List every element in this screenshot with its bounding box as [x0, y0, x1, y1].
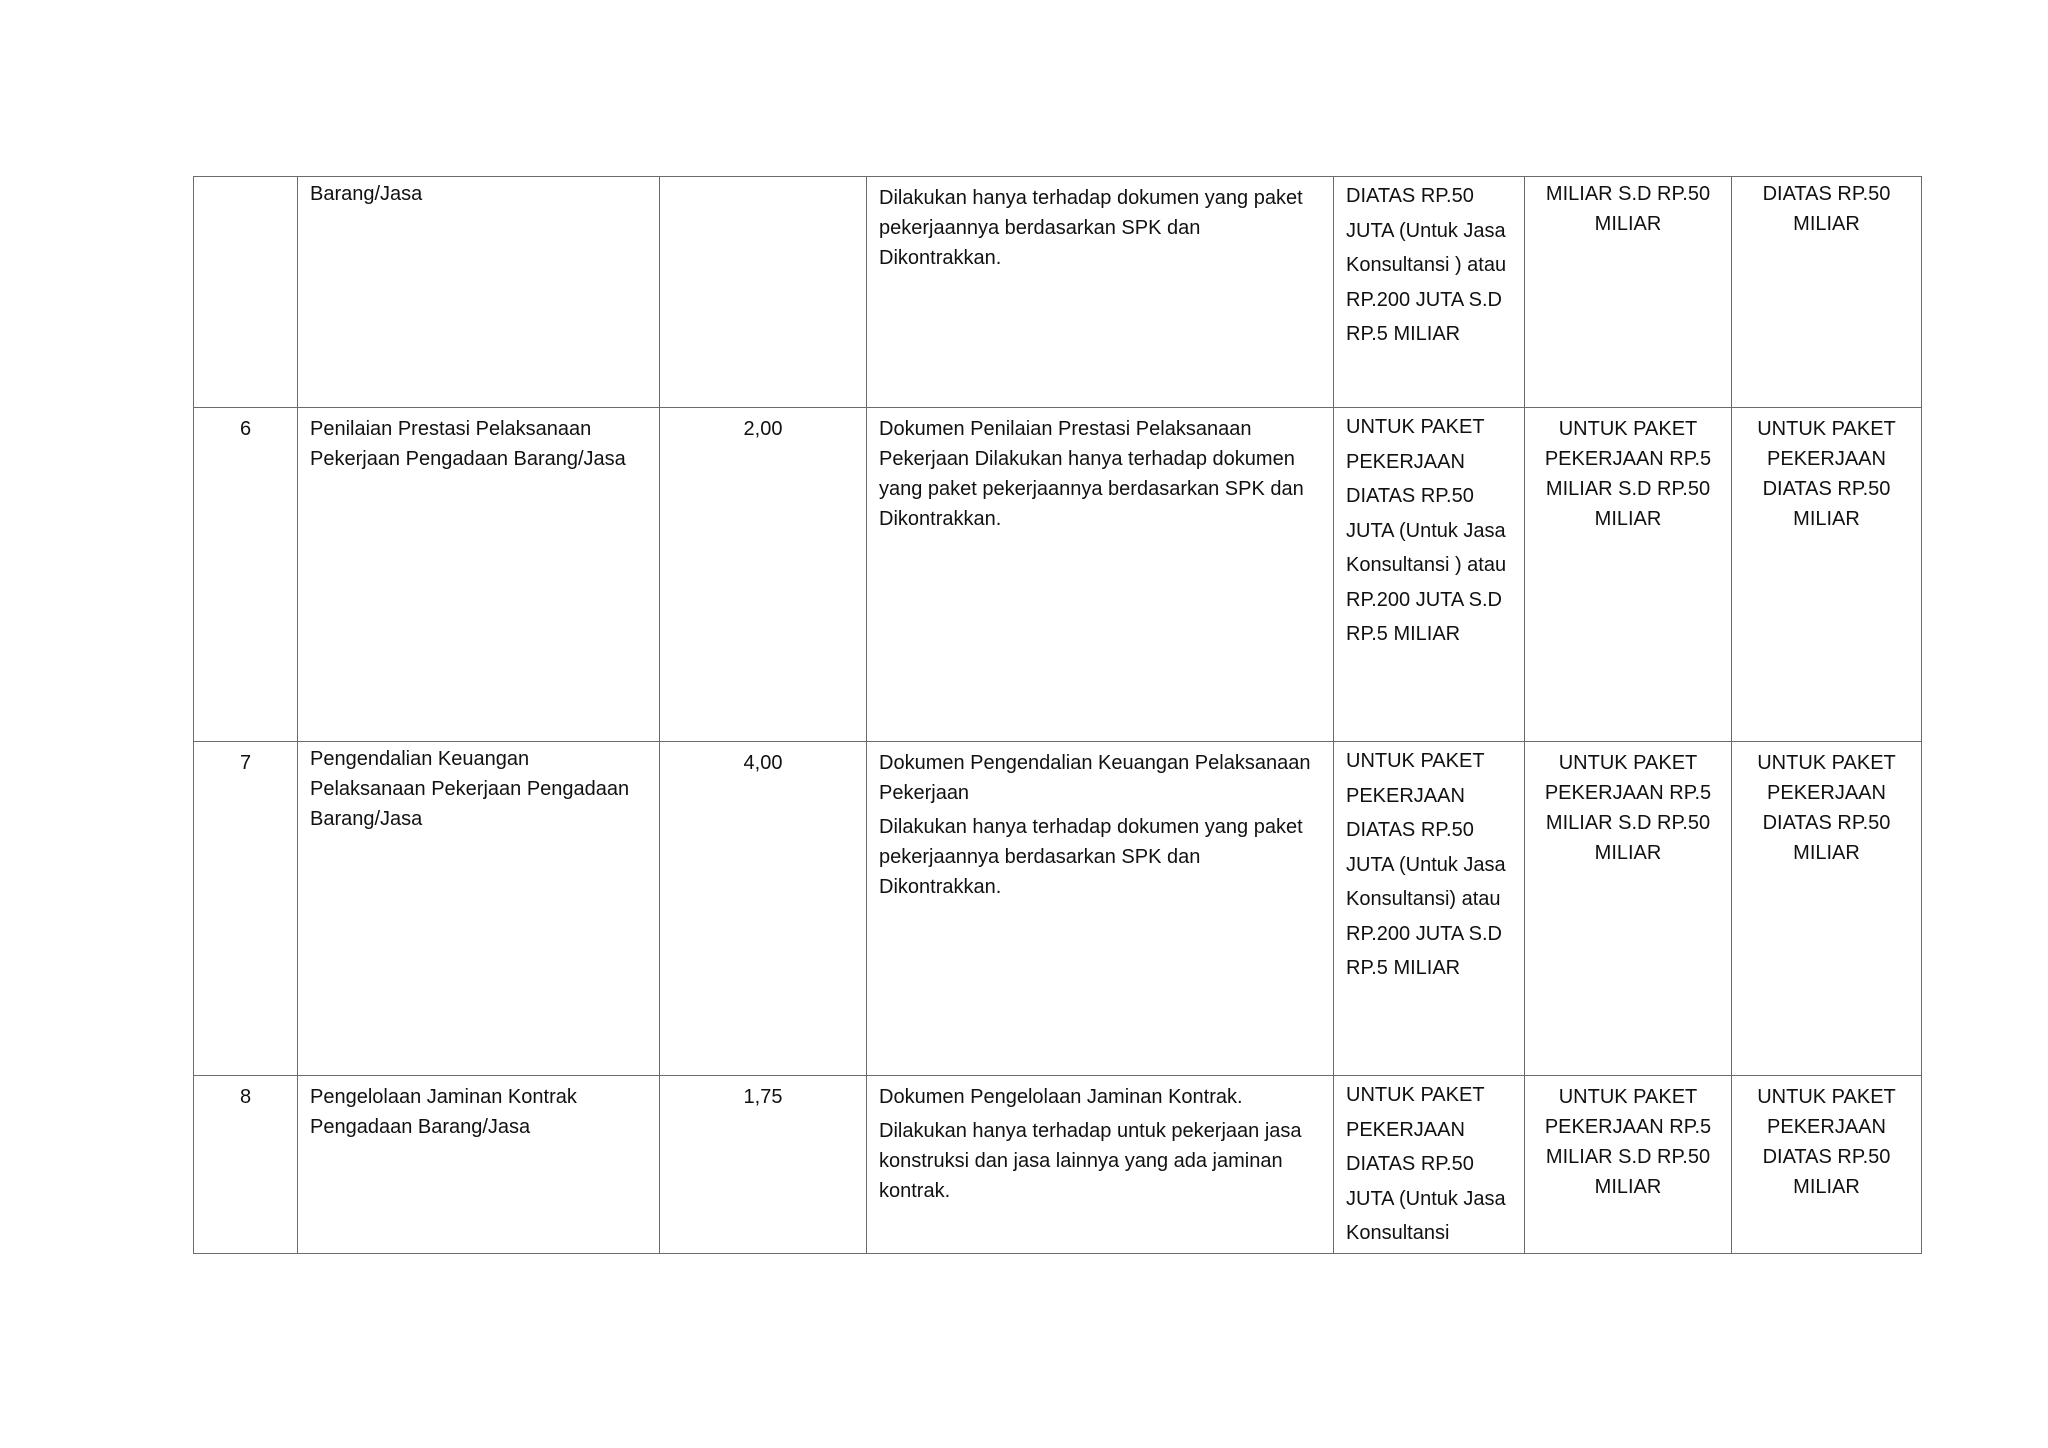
document-paragraph: Dokumen Pengelolaan Jaminan Kontrak. — [879, 1086, 1243, 1108]
table-row — [194, 177, 1922, 408]
table-row — [194, 1076, 1922, 1254]
category-c: UNTUK PAKET PEKERJAAN DIATAS RP.50 MILIAR — [1732, 408, 1922, 742]
category-a: UNTUK PAKET PEKERJAAN DIATAS RP.50 JUTA (Untuk Jasa Konsultansi — [1334, 1076, 1525, 1254]
category-b: UNTUK PAKET PEKERJAAN RP.5 MILIAR S.D RP.50 MILIAR — [1525, 408, 1732, 742]
document-description — [867, 742, 1334, 1076]
category-b: MILIAR S.D RP.50 MILIAR — [1525, 177, 1732, 408]
document-description — [867, 1076, 1334, 1254]
activity-value: 2,00 — [660, 408, 867, 742]
category-c: DIATAS RP.50 MILIAR — [1732, 177, 1922, 408]
category-a: UNTUK PAKET PEKERJAAN DIATAS RP.50 JUTA (Untuk Jasa Konsultansi ) atau RP.200 JUTA S.D RP.5 MILIAR — [1334, 408, 1525, 742]
row-number: 7 — [194, 742, 298, 1076]
document-paragraph: Dokumen Penilaian Prestasi Pelaksanaan Pekerjaan Dilakukan hanya terhadap dokumen yang paket pekerjaannya berdasarkan SPK dan Dikontrakkan. — [879, 418, 1304, 530]
category-c: UNTUK PAKET PEKERJAAN DIATAS RP.50 MILIAR — [1732, 1076, 1922, 1254]
table-row — [194, 408, 1922, 742]
document-paragraph: Dilakukan hanya terhadap dokumen yang paket pekerjaannya berdasarkan SPK dan Dikontrakkan. — [879, 187, 1303, 269]
row-number: 6 — [194, 408, 298, 742]
category-b: UNTUK PAKET PEKERJAAN RP.5 MILIAR S.D RP.50 MILIAR — [1525, 1076, 1732, 1254]
activity-value: 4,00 — [660, 742, 867, 1076]
category-b: UNTUK PAKET PEKERJAAN RP.5 MILIAR S.D RP.50 MILIAR — [1525, 742, 1732, 1076]
category-a: DIATAS RP.50 JUTA (Untuk Jasa Konsultansi ) atau RP.200 JUTA S.D RP.5 MILIAR — [1334, 177, 1525, 408]
activity-value — [660, 177, 867, 408]
activity-name: Penilaian Prestasi Pelaksanaan Pekerjaan Pengadaan Barang/Jasa — [298, 408, 660, 742]
document-description — [867, 177, 1334, 408]
activity-table — [193, 176, 1922, 1254]
activity-name: Pengendalian Keuangan Pelaksanaan Pekerjaan Pengadaan Barang/Jasa — [298, 742, 660, 1076]
activity-name: Barang/Jasa — [298, 177, 660, 408]
document-paragraph: Dilakukan hanya terhadap dokumen yang paket pekerjaannya berdasarkan SPK dan Dikontrakkan. — [879, 816, 1303, 898]
table-row — [194, 742, 1922, 1076]
document-description — [867, 408, 1334, 742]
document-paragraph: Dilakukan hanya terhadap untuk pekerjaan jasa konstruksi dan jasa lainnya yang ada jaminan kontrak. — [879, 1120, 1302, 1202]
activity-value: 1,75 — [660, 1076, 867, 1254]
category-c: UNTUK PAKET PEKERJAAN DIATAS RP.50 MILIAR — [1732, 742, 1922, 1076]
activity-name: Pengelolaan Jaminan Kontrak Pengadaan Barang/Jasa — [298, 1076, 660, 1254]
row-number: 8 — [194, 1076, 298, 1254]
document-paragraph: Dokumen Pengendalian Keuangan Pelaksanaan Pekerjaan — [879, 752, 1311, 804]
row-number — [194, 177, 298, 408]
category-a: UNTUK PAKET PEKERJAAN DIATAS RP.50 JUTA (Untuk Jasa Konsultansi) atau RP.200 JUTA S.D RP.5 MILIAR — [1334, 742, 1525, 1076]
